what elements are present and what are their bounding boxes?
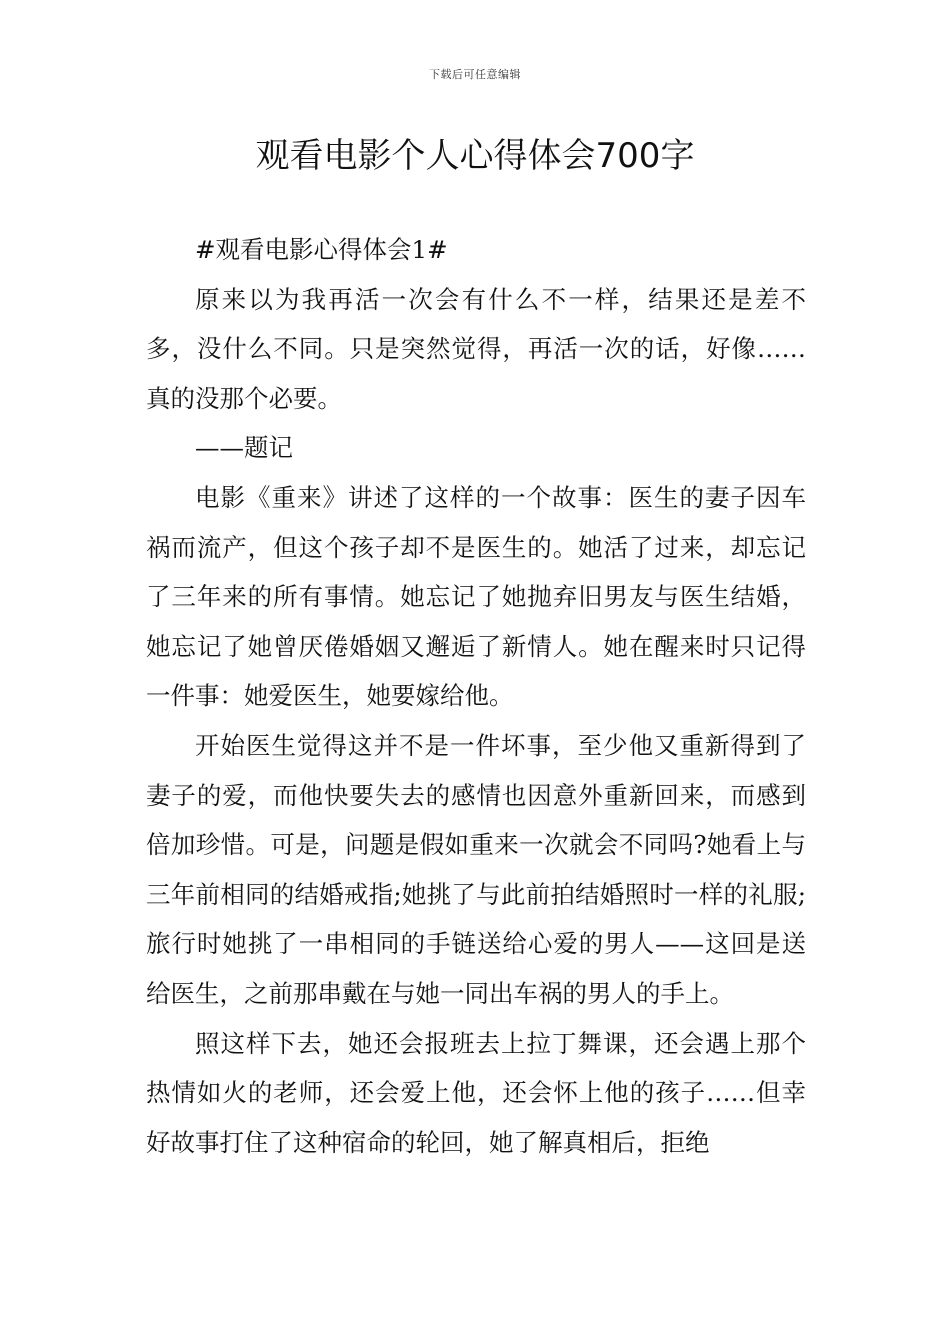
paragraph-doctor-reaction: 开始医生觉得这并不是一件坏事，至少他又重新得到了妻子的爱，而他快要失去的感情也因意外重新回来，而感到倍加珍惜。可是，问题是假如重来一次就会不同吗?她看上与三年前相同的结婚戒指;她挑了与此前拍结婚照时一样的礼服;旅行时她挑了一串相同的手链送给心爱的男人——这回是送给医生，之前那串戴在与她一同出车祸的男人的手上。 [146, 730, 806, 1008]
paragraph-continuation: 照这样下去，她还会报班去上拉丁舞课，还会遇上那个热情如火的老师，还会爱上他，还会怀上他的孩子……但幸好故事打住了这种宿命的轮回，她了解真相后，拒绝 [146, 1028, 806, 1157]
document-title: 观看电影个人心得体会700字 [255, 136, 695, 176]
header-note: 下载后可任意编辑 [429, 68, 521, 81]
paragraph-epigraph: 原来以为我再活一次会有什么不一样，结果还是差不多，没什么不同。只是突然觉得，再活一次的话，好像……真的没那个必要。 [146, 284, 806, 413]
paragraph-epigraph-attribution: ——题记 [195, 433, 293, 463]
paragraph-story-summary: 电影《重来》讲述了这样的一个故事：医生的妻子因车祸而流产，但这个孩子却不是医生的。她活了过来，却忘记了三年来的所有事情。她忘记了她抛弃旧男友与医生结婚，她忘记了她曾厌倦婚姻又邂逅了新情人。她在醒来时只记得一件事：她爱医生，她要嫁给他。 [146, 482, 806, 711]
paragraph-section-heading: #观看电影心得体会1# [195, 235, 448, 264]
document-body [146, 225, 806, 1167]
